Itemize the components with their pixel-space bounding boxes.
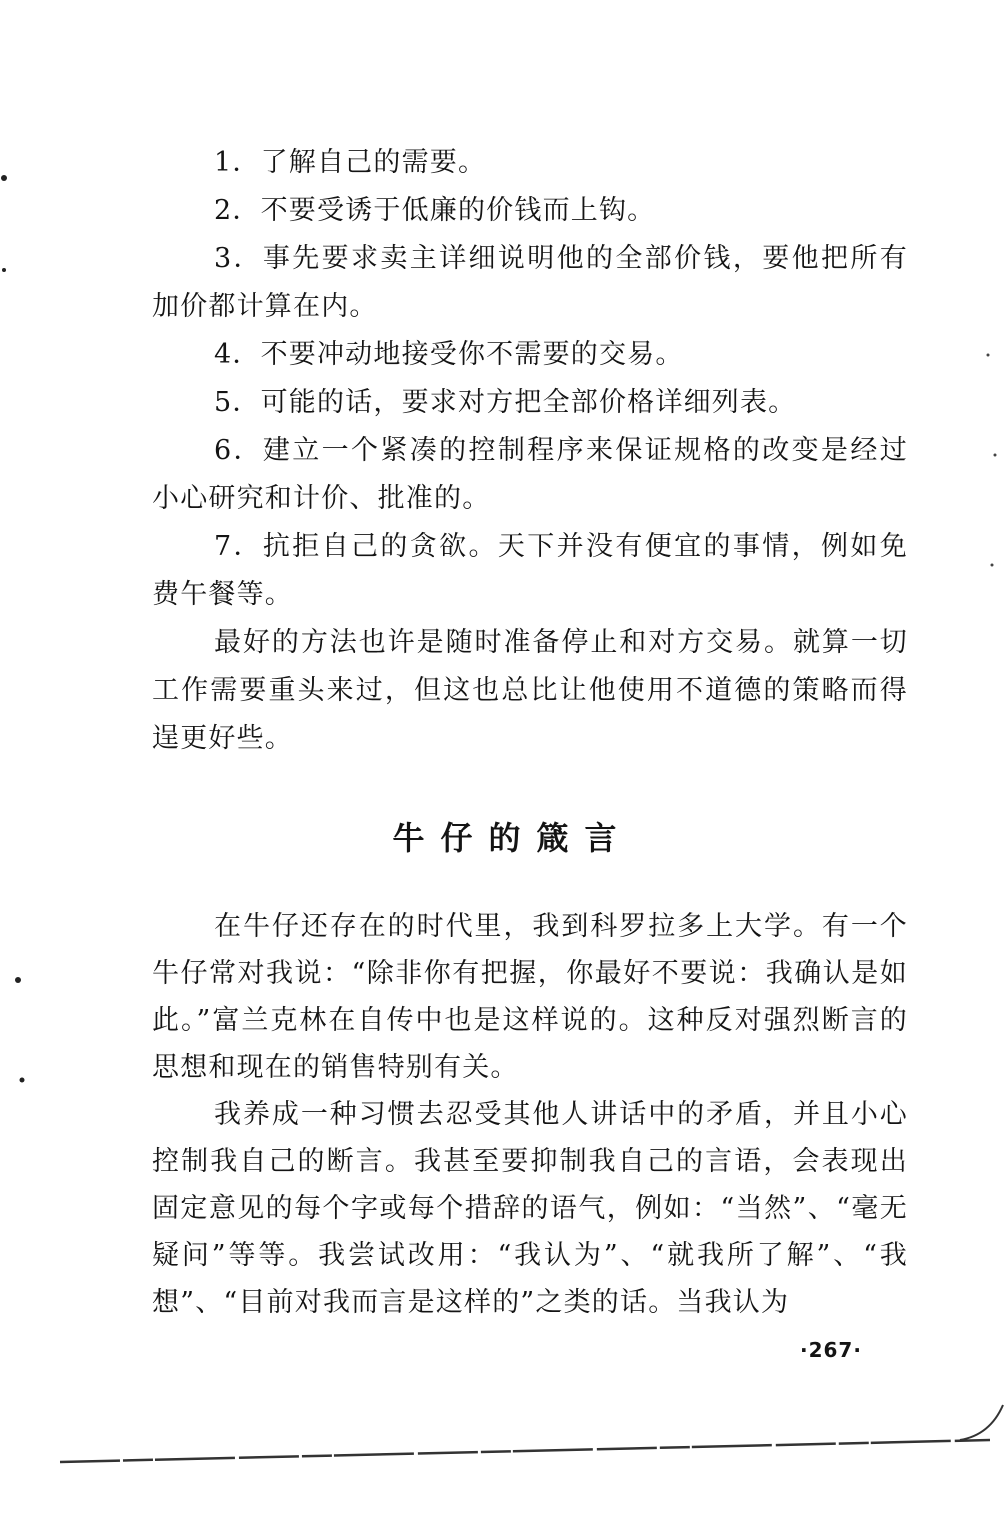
section-body — [152, 903, 908, 1326]
page-number: ·267· — [800, 1338, 862, 1362]
list-item: 1．了解自己的需要。 — [214, 147, 487, 178]
list-item: 3．事先要求卖主详细说明他的全部价钱，要他把所有加价都计算在内。 — [152, 243, 908, 322]
list-item: 4．不要冲动地接受你不需要的交易。 — [214, 339, 684, 370]
list-item: 6．建立一个紧凑的控制程序来保证规格的改变是经过小心研究和计价、批准的。 — [152, 435, 908, 514]
section-title: 牛仔的箴言 — [392, 819, 633, 857]
closing-paragraph: 最好的方法也许是随时准备停止和对方交易。就算一切工作需要重头来过，但这也总比让他使用不道德的策略而得逞更好些。 — [152, 627, 908, 754]
guideline-list — [152, 139, 908, 763]
body-paragraph: 我养成一种习惯去忍受其他人讲话中的矛盾，并且小心控制我自己的断言。我甚至要抑制我自己的言语，会表现出固定意见的每个字或每个措辞的语气，例如：“当然”、“毫无疑问”等等。我尝试改用：“我认为”、“就我所了解”、“我想”、“目前对我而言是这样的”之类的话。当我认为 — [152, 1099, 908, 1318]
list-item: 5．可能的话，要求对方把全部价格详细列表。 — [214, 387, 797, 418]
list-item: 7．抗拒自己的贪欲。天下并没有便宜的事情，例如免费午餐等。 — [152, 531, 908, 610]
body-paragraph: 在牛仔还存在的时代里，我到科罗拉多上大学。有一个牛仔常对我说：“除非你有把握，你最好不要说：我确认是如此。”富兰克林在自传中也是这样说的。这种反对强烈断言的思想和现在的销售特别有关。 — [152, 911, 908, 1083]
list-item: 2．不要受诱于低廉的价钱而上钩。 — [214, 195, 656, 226]
